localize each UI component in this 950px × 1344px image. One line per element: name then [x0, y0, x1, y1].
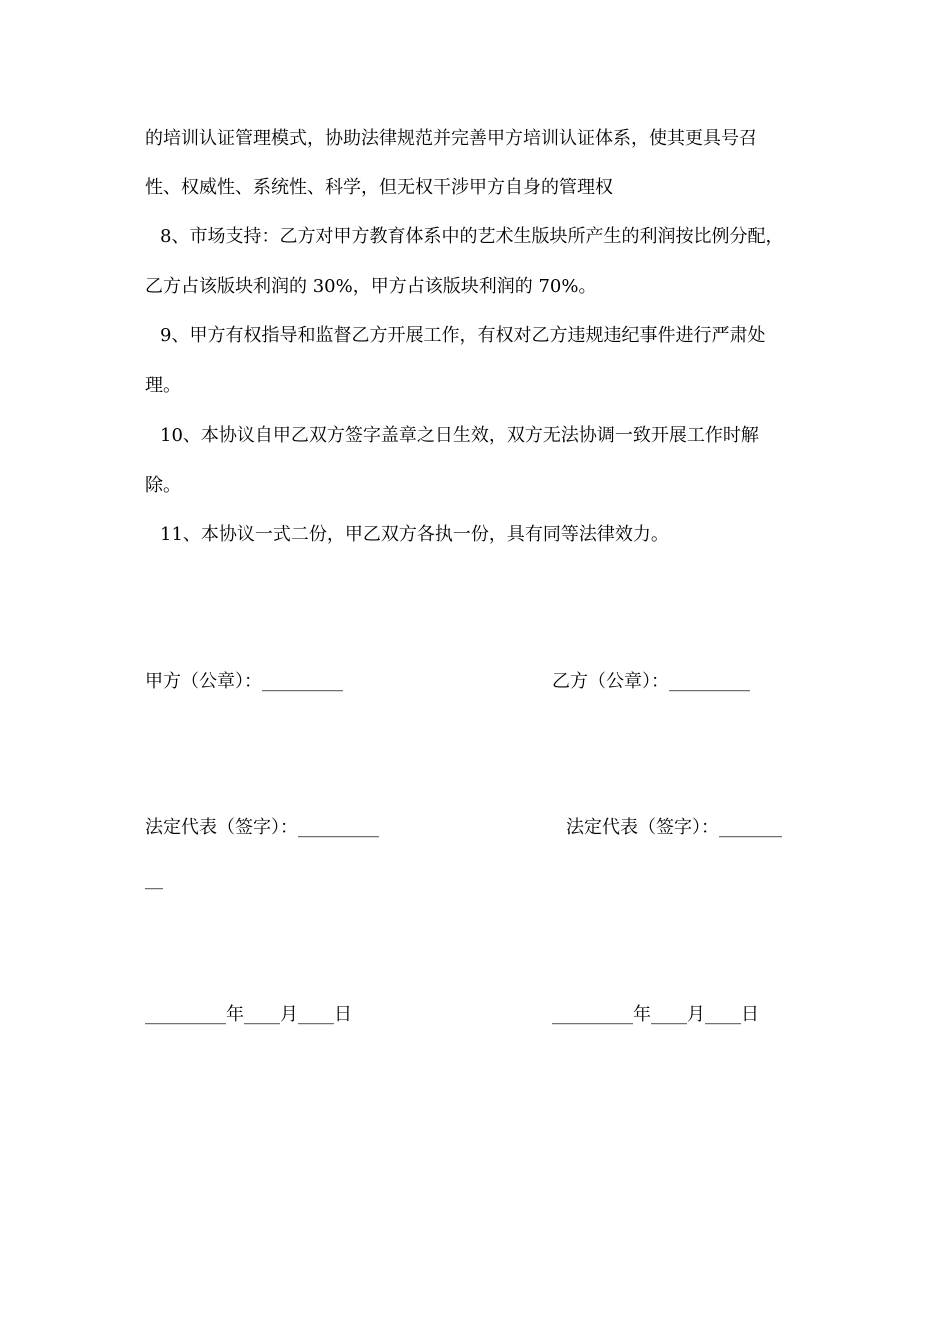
clause-8-line-2: 乙方占该版块利润的 30%，甲方占该版块利润的 70%。 [145, 276, 597, 297]
party-a-representative-field: 法定代表（签字）：_________ [145, 817, 379, 838]
clause-11-line-1: 11、本协议一式二份，甲乙双方各执一份，具有同等法律效力。 [160, 524, 669, 545]
party-a-date-field: _________年____月____日 [145, 1004, 352, 1025]
party-a-seal-field: 甲方（公章）：_________ [145, 671, 343, 692]
clause-7-line-2: 性、权威性、系统性、科学，但无权干涉甲方自身的管理权 [145, 177, 613, 198]
clause-8-line-1: 8、市场支持：乙方对甲方教育体系中的艺术生版块所产生的利润按比例分配， [160, 226, 784, 247]
clause-7-line-1: 的培训认证管理模式，协助法律规范并完善甲方培训认证体系，使其更具号召 [145, 128, 757, 149]
party-b-representative-field: 法定代表（签字）：_______ [566, 817, 782, 838]
clause-9-line-1: 9、甲方有权指导和监督乙方开展工作，有权对乙方违规违纪事件进行严肃处 [160, 325, 766, 346]
party-b-seal-field: 乙方（公章）：_________ [552, 671, 750, 692]
party-b-representative-wrap: __ [145, 869, 163, 890]
clause-10-line-1: 10、本协议自甲乙双方签字盖章之日生效，双方无法协调一致开展工作时解 [160, 425, 759, 446]
clause-9-line-2: 理。 [145, 375, 181, 396]
clause-10-line-2: 除。 [145, 475, 181, 496]
party-b-date-field: _________年____月____日 [552, 1004, 759, 1025]
